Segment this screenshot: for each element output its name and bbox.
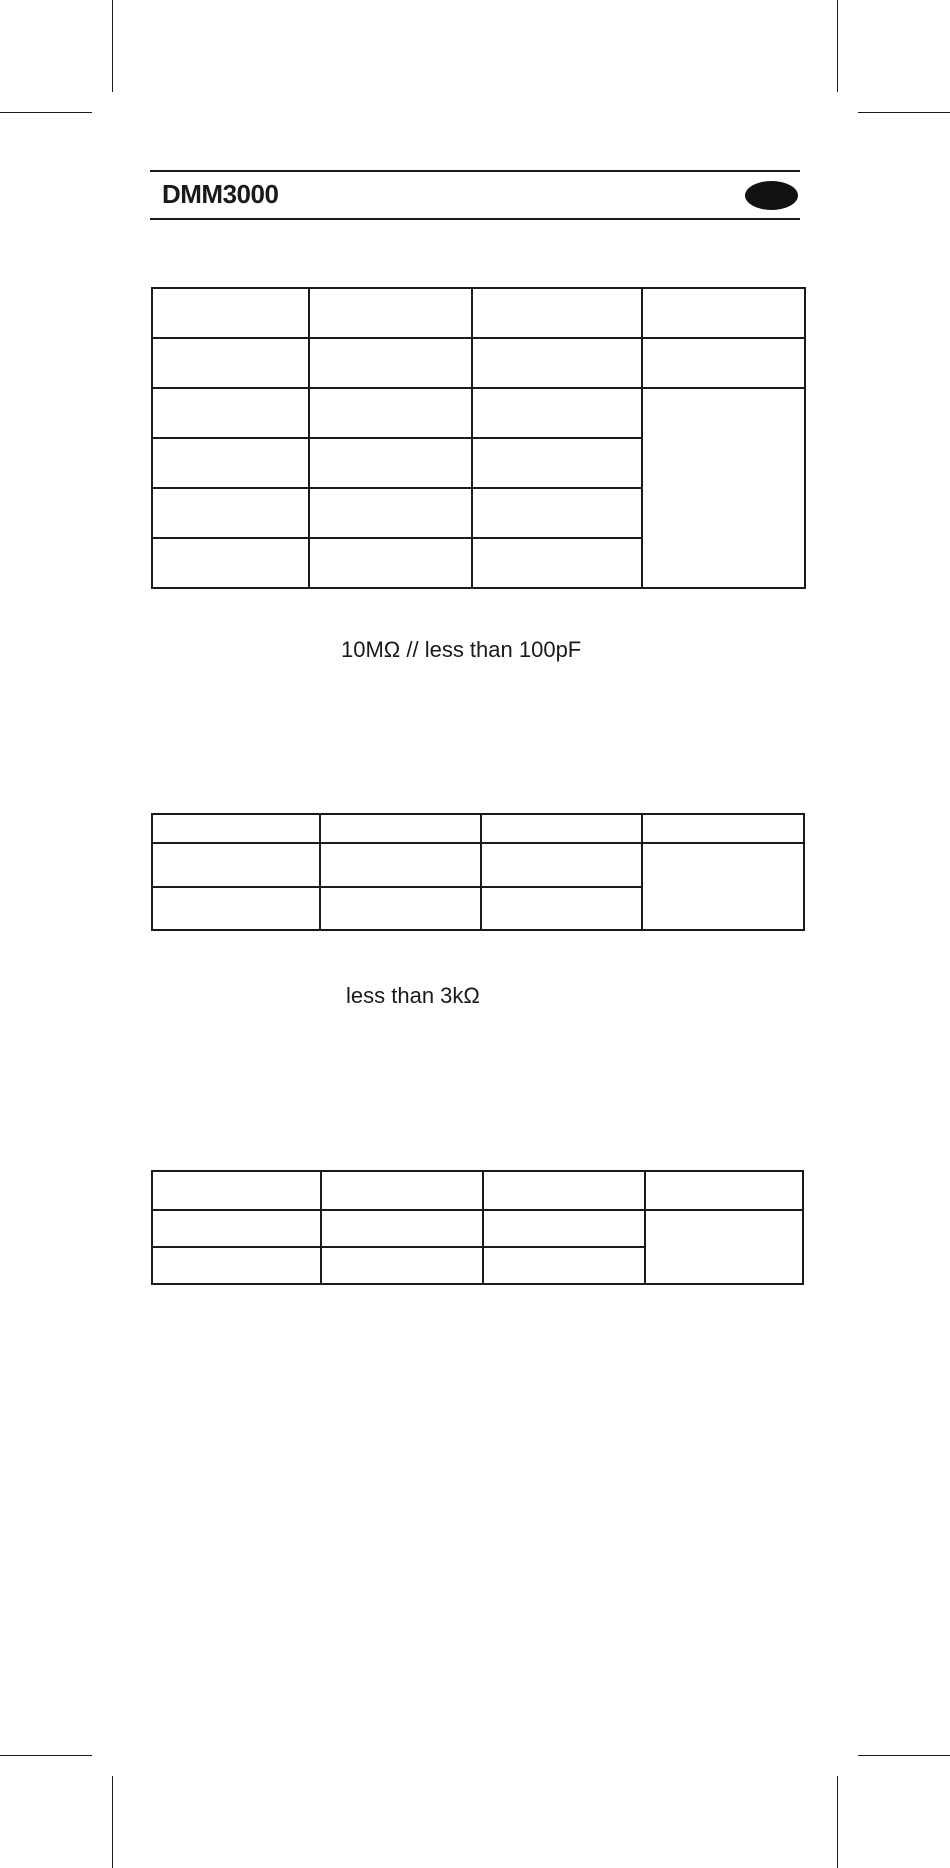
table-cell — [152, 438, 309, 488]
table-cell — [321, 1247, 483, 1284]
crop-mark — [837, 1776, 838, 1868]
table-cell — [642, 288, 805, 338]
crop-mark — [112, 0, 113, 92]
table-row — [152, 814, 804, 843]
header-bottom-rule — [150, 218, 800, 220]
table-row — [152, 388, 805, 438]
table-cell — [472, 488, 642, 538]
table-cell — [152, 288, 309, 338]
table-cell — [483, 1210, 645, 1247]
spec-table-1 — [151, 287, 806, 589]
header-top-rule — [150, 170, 800, 172]
crop-mark — [0, 1755, 92, 1756]
table-cell — [152, 538, 309, 588]
table-row — [152, 338, 805, 388]
table-cell — [309, 488, 472, 538]
table-cell — [152, 1247, 321, 1284]
table-cell — [481, 814, 642, 843]
table-cell — [152, 814, 320, 843]
input-resistance-note: less than 3kΩ — [346, 983, 480, 1008]
table-cell — [483, 1247, 645, 1284]
table-cell — [320, 843, 481, 887]
table-cell — [472, 338, 642, 388]
crop-mark — [112, 1776, 113, 1868]
table-cell — [309, 438, 472, 488]
spec-table-3 — [151, 1170, 804, 1285]
table-row — [152, 1210, 803, 1247]
table-cell — [309, 388, 472, 438]
table-cell — [152, 843, 320, 887]
table-cell — [481, 887, 642, 930]
table-cell — [645, 1171, 803, 1210]
table-row — [152, 1171, 803, 1210]
table-cell — [320, 887, 481, 930]
table-cell — [481, 843, 642, 887]
table-cell — [472, 388, 642, 438]
spec-table-2 — [151, 813, 805, 931]
page-badge — [745, 181, 798, 210]
table-row — [152, 843, 804, 887]
table-cell — [152, 388, 309, 438]
crop-mark — [837, 0, 838, 92]
table-cell-merged — [642, 388, 805, 588]
table-cell — [320, 814, 481, 843]
crop-mark — [0, 112, 92, 113]
crop-mark — [858, 112, 950, 113]
table-cell — [642, 814, 804, 843]
table-cell — [152, 887, 320, 930]
table-cell — [309, 338, 472, 388]
table-cell — [321, 1210, 483, 1247]
table-cell — [642, 338, 805, 388]
table-cell — [472, 288, 642, 338]
table-cell — [472, 438, 642, 488]
table-cell — [152, 1210, 321, 1247]
table-cell — [309, 538, 472, 588]
table-cell-merged — [645, 1210, 803, 1284]
table-cell-merged — [642, 843, 804, 930]
table-cell — [152, 338, 309, 388]
crop-mark — [858, 1755, 950, 1756]
table-cell — [309, 288, 472, 338]
table-cell — [472, 538, 642, 588]
table-cell — [483, 1171, 645, 1210]
table-cell — [152, 1171, 321, 1210]
table-cell — [321, 1171, 483, 1210]
model-title: DMM3000 — [162, 179, 279, 209]
table-row — [152, 288, 805, 338]
table-cell — [152, 488, 309, 538]
input-impedance-note: 10MΩ // less than 100pF — [341, 637, 582, 662]
